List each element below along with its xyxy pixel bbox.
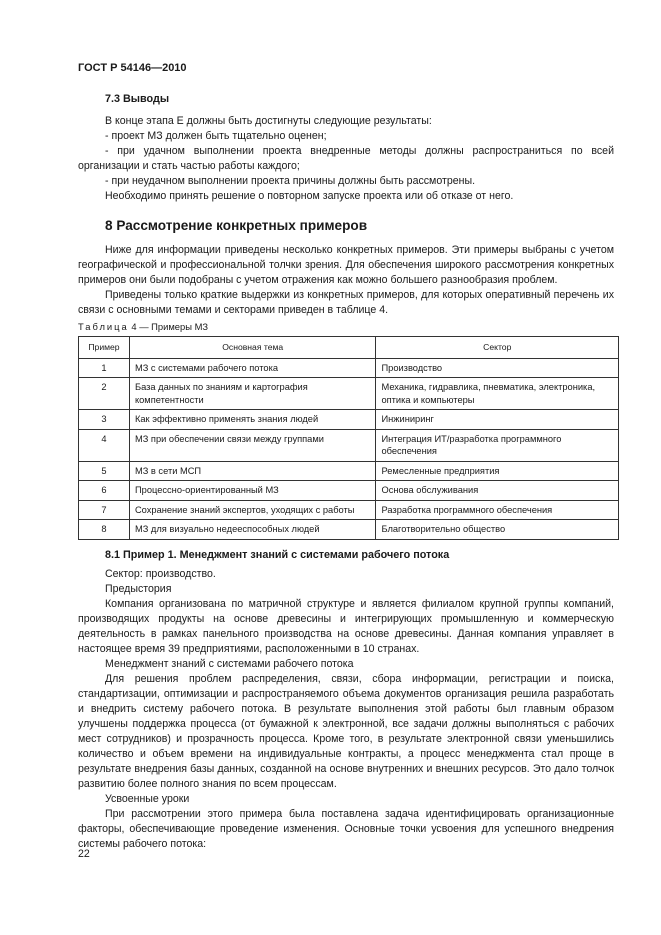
subheading: Предыстория: [105, 582, 172, 595]
page-content: [78, 88, 614, 852]
cell-sector: Ремесленные предприятия: [376, 461, 619, 481]
paragraph: В конце этапа Е должны быть достигнуты следующие результаты:: [105, 115, 432, 127]
cell-sector: Механика, гидравлика, пневматика, электроника, оптика и компьютеры: [376, 378, 619, 410]
cell-example: 6: [79, 481, 130, 501]
list-item: - проект МЗ должен быть тщательно оценен;: [105, 130, 327, 142]
subheading: Менеджмент знаний с системами рабочего потока: [105, 657, 354, 670]
cell-sector: Производство: [376, 358, 619, 378]
table-caption: [78, 321, 614, 332]
examples-table: [78, 336, 619, 540]
cell-theme: Процессно-ориентированный МЗ: [129, 481, 376, 501]
cell-theme: МЗ в сети МСП: [129, 461, 376, 481]
paragraph: Приведены только краткие выдержки из конкретных примеров, для которых оперативный перечень их связи с основными темами и секторами приведен в таблице 4.: [78, 289, 614, 316]
page-number: 22: [78, 848, 90, 860]
cell-example: 4: [79, 429, 130, 461]
paragraph: Компания организована по матричной структуре и является филиалом крупной группы компаний, производящих продукты на основе древесины и интегрирующих промышленную и коммерческую деятельность в рамках панельного производства на основе древесины. Данная компания управляет в настоящее время 39 предприятиями, расположенными в 10 странах.: [78, 597, 614, 655]
table-row: [79, 481, 619, 501]
table-row: [79, 358, 619, 378]
table-caption-prefix: Таблица: [78, 321, 129, 332]
table-row: [79, 429, 619, 461]
column-header-theme: Основная тема: [129, 337, 376, 359]
cell-theme: Сохранение знаний экспертов, уходящих с работы: [129, 500, 376, 520]
standard-header: ГОСТ Р 54146—2010: [78, 62, 187, 74]
cell-sector: Инжиниринг: [376, 410, 619, 430]
section-7-3-heading: 7.3 Выводы: [105, 93, 170, 105]
subheading: Усвоенные уроки: [105, 792, 190, 805]
cell-example: 7: [79, 500, 130, 520]
cell-sector: Благотворительно общество: [376, 520, 619, 540]
table-row: [79, 461, 619, 481]
list-item: - при неудачном выполнении проекта причины должны быть рассмотрены.: [105, 175, 476, 187]
cell-sector: Разработка программного обеспечения: [376, 500, 619, 520]
cell-example: 8: [79, 520, 130, 540]
table-row: [79, 410, 619, 430]
cell-theme: База данных по знаниям и картография компетентности: [129, 378, 376, 410]
paragraph: Ниже для информации приведены несколько конкретных примеров. Эти примеры выбраны с учетом географической и профессиональной толчки зрения. Для обеспечения широкого рассмотрения конкретных примеров они были подобраны с учетом отражения как можно большего разнообразия проблем.: [78, 244, 614, 286]
cell-example: 5: [79, 461, 130, 481]
cell-theme: Как эффективно применять знания людей: [129, 410, 376, 430]
table-row: [79, 520, 619, 540]
paragraph: Для решения проблем распределения, связи, сбора информации, регистрации и поиска, стандартизации, оптимизации и распространяемого объема документов организация решила разработать и внедрить систему рабочего потока. В результате выполнения этой работы был главным образом улучшены поддержка процесса (от бумажной к электронной, все задачи должны выполняться с рабочих мест сотрудников) и прозрачность процесса. Кроме того, в результате электронной связи уменьшились количество и объем времени на индивидуальные контракты, а процесс менеджмента стал проще в результате внедрения базы данных, созданной на основе внутренних и внешних ресурсов. Это дало толчок развитию более полного знания по всем процессам.: [78, 672, 614, 790]
cell-example: 3: [79, 410, 130, 430]
cell-example: 2: [79, 378, 130, 410]
section-8-1-heading: 8.1 Пример 1. Менеджмент знаний с системами рабочего потока: [105, 548, 450, 561]
table-header-row: [79, 337, 619, 359]
paragraph: Сектор: производство.: [105, 567, 216, 580]
section-8-heading: 8 Рассмотрение конкретных примеров: [105, 218, 368, 233]
table-caption-text: 4 — Примеры МЗ: [131, 321, 209, 332]
cell-sector: Основа обслуживания: [376, 481, 619, 501]
column-header-example: Пример: [79, 337, 130, 359]
cell-theme: МЗ для визуально недееспособных людей: [129, 520, 376, 540]
table-row: [79, 500, 619, 520]
list-item: - при удачном выполнении проекта внедренные методы должны распространиться по всей организации и стать частью работы каждого;: [78, 145, 614, 172]
table-row: [79, 378, 619, 410]
cell-example: 1: [79, 358, 130, 378]
paragraph: При рассмотрении этого примера была поставлена задача идентифицировать организационные факторы, обеспечивающие проведение изменения. Основные точки усвоения для успешного внедрения системы рабочего потока:: [78, 807, 614, 850]
column-header-sector: Сектор: [376, 337, 619, 359]
cell-theme: МЗ при обеспечении связи между группами: [129, 429, 376, 461]
cell-theme: МЗ с системами рабочего потока: [129, 358, 376, 378]
cell-sector: Интеграция ИТ/разработка программного обеспечения: [376, 429, 619, 461]
paragraph: Необходимо принять решение о повторном запуске проекта или об отказе от него.: [105, 190, 514, 202]
